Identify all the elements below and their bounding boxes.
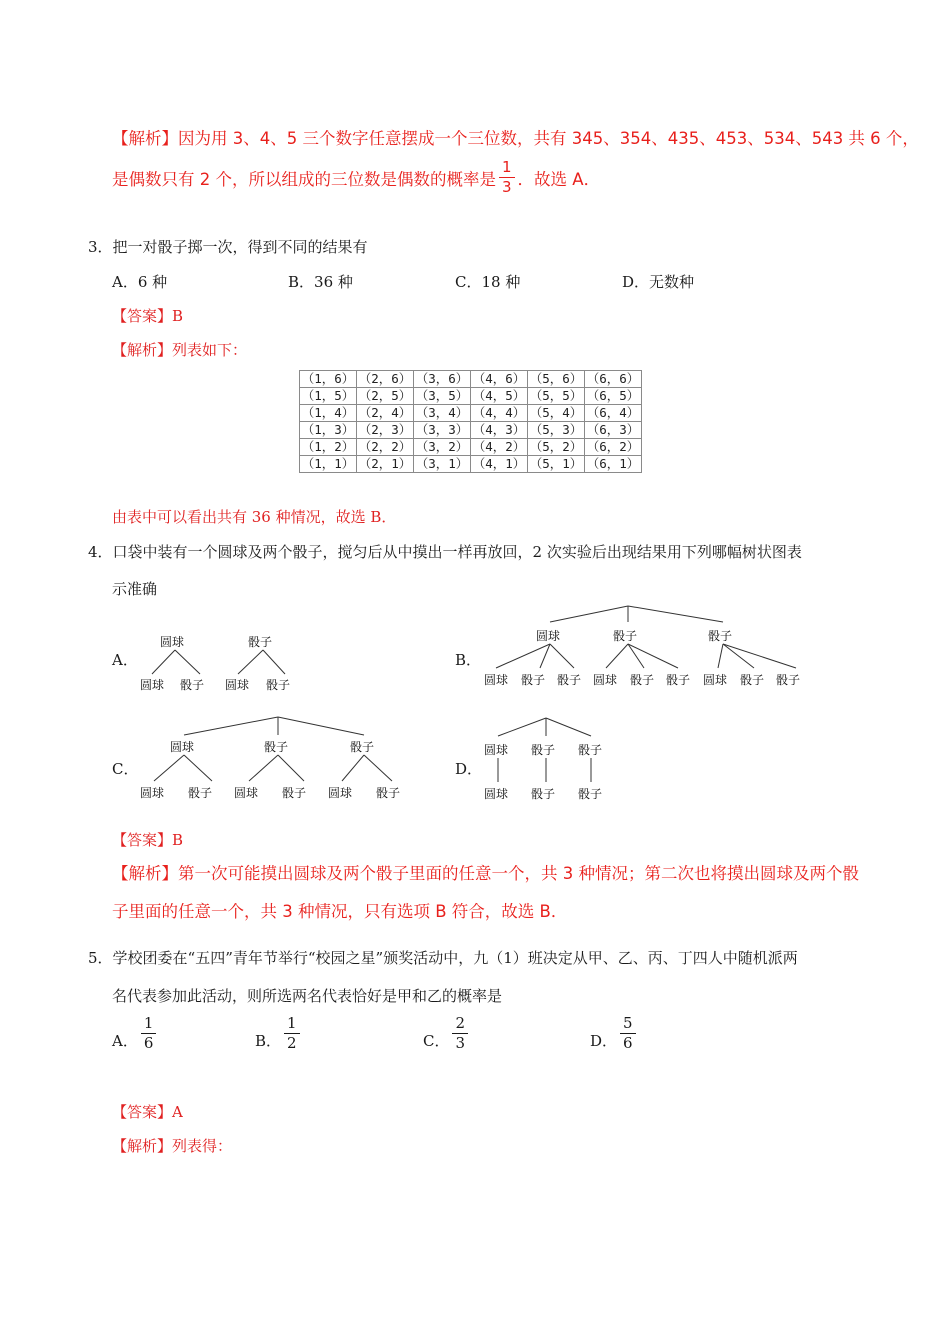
table-cell: （4，5） xyxy=(471,388,528,405)
table-cell: （1，4） xyxy=(300,405,357,422)
tree-node: 骰子 xyxy=(776,673,801,687)
table-cell: （2，2） xyxy=(357,439,414,456)
q4-stem-line2: 示准确 xyxy=(112,580,158,598)
tree-node: 骰子 xyxy=(578,787,603,801)
table-cell: （5，2） xyxy=(528,439,585,456)
tree-diagram-d xyxy=(478,716,628,806)
q5-option-c: C． $\frac{2}{3}$ xyxy=(423,1016,471,1051)
table-cell: （6，1） xyxy=(585,456,642,473)
q4-analysis-line2: 子里面的任意一个，共 3 种情况，只有选项 B 符合，故选 B． xyxy=(112,902,568,921)
tree-node: 骰子 xyxy=(578,743,603,757)
q3-option-c: C．18 种 xyxy=(455,273,521,291)
q4-analysis-line1: 【解析】第一次可能摸出圆球及两个骰子里面的任意一个，共 3 种情况；第二次也将摸出圆球及两个骰 xyxy=(112,864,859,883)
table-cell: （4，2） xyxy=(471,439,528,456)
tree-node: 骰子 xyxy=(282,786,307,800)
tree-diagram-c xyxy=(134,713,424,805)
tree-node: 圆球 xyxy=(703,673,728,687)
table-cell: （5，6） xyxy=(528,371,585,388)
probability-fraction: $\frac{1}{3}$ xyxy=(499,160,515,195)
tree-node: 骰子 xyxy=(521,673,546,687)
table-cell: （2，5） xyxy=(357,388,414,405)
table-cell: （2，4） xyxy=(357,405,414,422)
dice-outcome-table xyxy=(299,370,642,473)
table-cell: （2，6） xyxy=(357,371,414,388)
tree-node: 骰子 xyxy=(350,740,375,754)
tree-node: 骰子 xyxy=(376,786,401,800)
tree-node: 骰子 xyxy=(708,629,733,643)
tree-node: 骰子 xyxy=(613,629,638,643)
analysis-tag: 【解析】 xyxy=(112,129,178,148)
table-row xyxy=(300,405,642,422)
table-cell: （6，3） xyxy=(585,422,642,439)
table-cell: （1，5） xyxy=(300,388,357,405)
tree-node: 骰子 xyxy=(248,635,273,649)
tree-node: 圆球 xyxy=(484,787,509,801)
tree-node: 骰子 xyxy=(180,678,205,692)
table-row xyxy=(300,371,642,388)
tree-node: 圆球 xyxy=(160,635,185,649)
q5-stem-line2: 名代表参加此活动，则所选两名代表恰好是甲和乙的概率是 xyxy=(112,987,503,1005)
table-cell: （3，6） xyxy=(414,371,471,388)
table-cell: （3，1） xyxy=(414,456,471,473)
tree-node: 圆球 xyxy=(536,629,561,643)
table-row xyxy=(300,456,642,473)
q2-analysis-line2: 是偶数只有 2 个，所以组成的三位数是偶数的概率是 $\frac{1}{3}$ ．故选 A． xyxy=(112,158,601,196)
tree-node: 骰子 xyxy=(531,787,556,801)
q3-answer: 【答案】B xyxy=(112,307,184,325)
q4-stem-line1: 4．口袋中装有一个圆球及两个骰子，搅匀后从中摸出一样再放回，2 次实验后出现结果用下列哪幅树状图表 xyxy=(88,543,802,561)
q5-option-b: B． $\frac{1}{2}$ xyxy=(255,1016,303,1051)
q4-option-c-label: C． xyxy=(112,760,139,778)
q3-conclusion: 由表中可以看出共有 36 种情况，故选 B． xyxy=(112,508,397,526)
table-cell: （5，1） xyxy=(528,456,585,473)
tree-node: 骰子 xyxy=(266,678,291,692)
table-cell: （4，4） xyxy=(471,405,528,422)
table-cell: （1，2） xyxy=(300,439,357,456)
table-cell: （1，1） xyxy=(300,456,357,473)
q5-answer: 【答案】A xyxy=(112,1103,183,1121)
q2-analysis-line1: 【解析】因为用 3、4、5 三个数字任意摆成一个三位数，共有 345、354、435、453、534、543 共 6 个， xyxy=(112,129,919,148)
table-cell: （5，5） xyxy=(528,388,585,405)
tree-node: 骰子 xyxy=(264,740,289,754)
table-cell: （6，5） xyxy=(585,388,642,405)
table-cell: （2，3） xyxy=(357,422,414,439)
table-cell: （3，4） xyxy=(414,405,471,422)
tree-node: 圆球 xyxy=(593,673,618,687)
tree-node: 骰子 xyxy=(531,743,556,757)
tree-node: 骰子 xyxy=(666,673,691,687)
q5-stem-line1: 5．学校团委在“五四”青年节举行“校园之星”颁奖活动中，九（1）班决定从甲、乙、丙、丁四人中随机派两 xyxy=(88,949,798,967)
table-cell: （3，5） xyxy=(414,388,471,405)
q5-analysis: 【解析】列表得： xyxy=(112,1137,233,1155)
table-cell: （1，3） xyxy=(300,422,357,439)
table-cell: （6，4） xyxy=(585,405,642,422)
tree-node: 圆球 xyxy=(140,786,165,800)
tree-node: 圆球 xyxy=(225,678,250,692)
tree-diagram-b xyxy=(478,604,818,694)
table-row xyxy=(300,388,642,405)
tree-node: 圆球 xyxy=(234,786,259,800)
tree-node: 圆球 xyxy=(484,743,509,757)
table-cell: （2，1） xyxy=(357,456,414,473)
table-cell: （4，6） xyxy=(471,371,528,388)
q4-option-a-label: A． xyxy=(112,651,138,669)
q3-analysis: 【解析】列表如下： xyxy=(112,341,248,359)
table-cell: （6，6） xyxy=(585,371,642,388)
table-cell: （4，3） xyxy=(471,422,528,439)
tree-node: 骰子 xyxy=(557,673,582,687)
q4-option-d-label: D． xyxy=(455,760,483,778)
q4-answer: 【答案】B xyxy=(112,831,184,849)
q5-option-d: D． $\frac{5}{6}$ xyxy=(590,1016,639,1051)
table-cell: （5，4） xyxy=(528,405,585,422)
tree-node: 圆球 xyxy=(170,740,195,754)
q4-option-b-label: B． xyxy=(455,651,482,669)
tree-node: 圆球 xyxy=(140,678,165,692)
table-row xyxy=(300,439,642,456)
tree-node: 骰子 xyxy=(630,673,655,687)
q5-option-a: A． $\frac{1}{6}$ xyxy=(112,1016,159,1051)
q3-option-a: A．6 种 xyxy=(112,273,168,291)
q3-stem: 3．把一对骰子掷一次，得到不同的结果有 xyxy=(88,238,368,256)
table-cell: （3，2） xyxy=(414,439,471,456)
table-cell: （5，3） xyxy=(528,422,585,439)
tree-node: 圆球 xyxy=(328,786,353,800)
table-cell: （4，1） xyxy=(471,456,528,473)
table-cell: （3，3） xyxy=(414,422,471,439)
table-cell: （6，2） xyxy=(585,439,642,456)
tree-node: 骰子 xyxy=(740,673,765,687)
q3-option-d: D．无数种 xyxy=(622,273,695,291)
table-row xyxy=(300,422,642,439)
tree-node: 骰子 xyxy=(188,786,213,800)
table-cell: （1，6） xyxy=(300,371,357,388)
q3-option-b: B．36 种 xyxy=(288,273,353,291)
tree-node: 圆球 xyxy=(484,673,509,687)
tree-diagram-a xyxy=(130,628,310,698)
